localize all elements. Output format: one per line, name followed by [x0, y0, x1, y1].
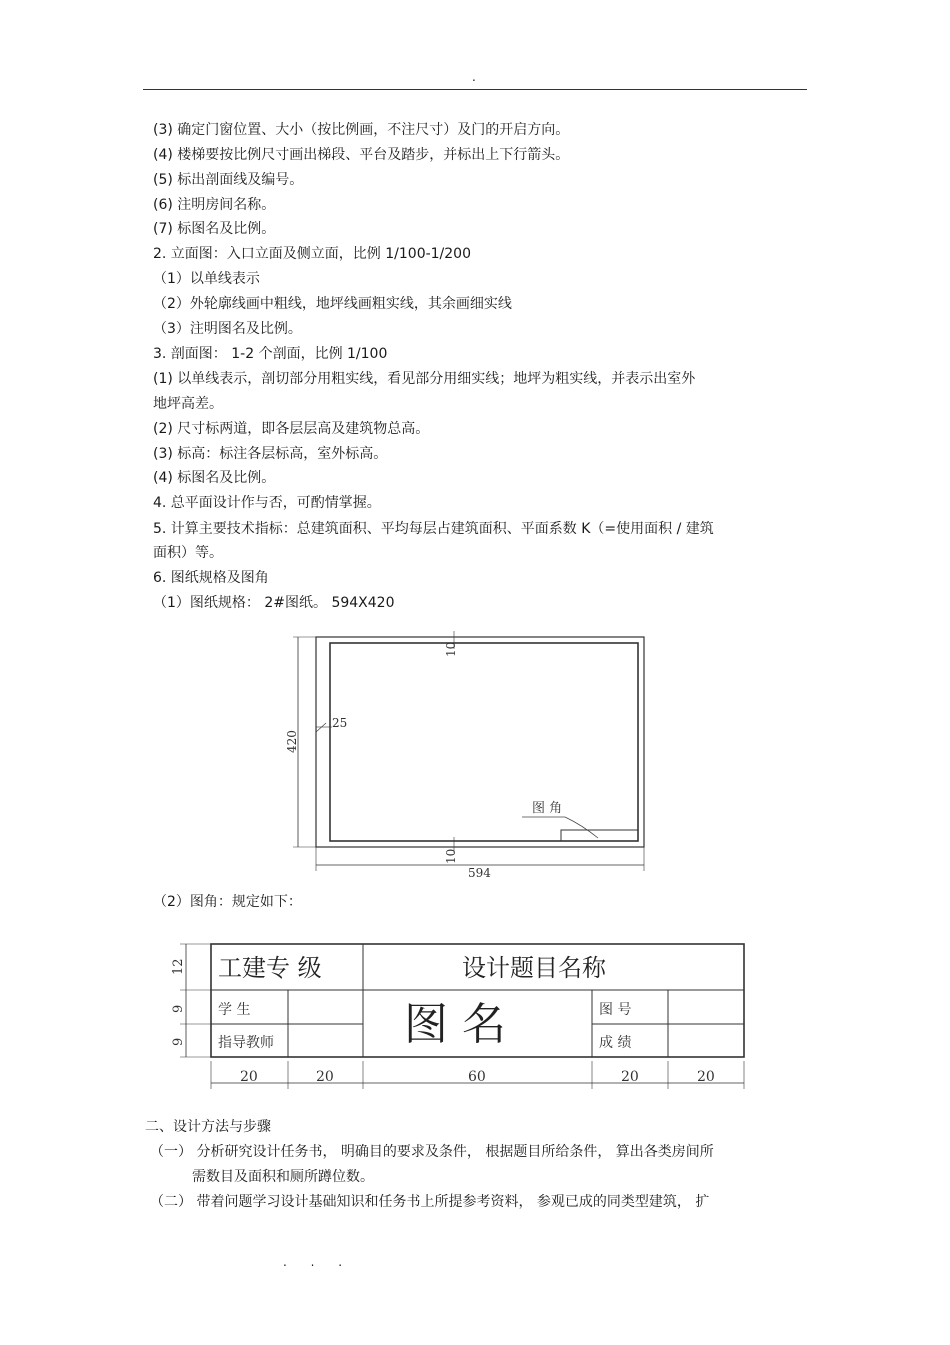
- section-heading: 二、设计方法与步骤: [145, 1119, 271, 1135]
- text-line: (4) 标图名及比例。: [153, 470, 276, 486]
- text-line: （二） 带着问题学习设计基础知识和任务书上所提参考资料， 参观已成的同类型建筑， 扩: [150, 1194, 710, 1210]
- tb-design-title: 设计题目名称: [462, 954, 606, 982]
- tb-drawing-no: 图 号: [599, 1002, 632, 1018]
- title-block-label: 图 角: [532, 801, 563, 816]
- text-line: （3）注明图名及比例。: [153, 321, 302, 337]
- dim-side: 25: [332, 716, 348, 730]
- dim-bottom: 10: [444, 848, 458, 864]
- text-line: 面积）等。: [153, 545, 223, 561]
- tb-student: 学 生: [218, 1002, 251, 1018]
- tb-major: 工建专 级: [218, 954, 322, 982]
- text-line: (3) 标高：标注各层标高，室外标高。: [153, 446, 388, 462]
- text-line: (1) 以单线表示，剖切部分用粗实线，看见部分用细实线；地坪为粗实线，并表示出室外: [153, 371, 696, 387]
- tb-advisor: 指导教师: [218, 1035, 274, 1051]
- title-block-figure: [152, 923, 760, 1105]
- text-line: (3) 确定门窗位置、大小（按比例画，不注尺寸）及门的开启方向。: [153, 122, 570, 138]
- text-line: （一） 分析研究设计任务书， 明确目的要求及条件， 根据题目所给条件， 算出各类房间所: [150, 1144, 714, 1160]
- dim-height: 420: [285, 730, 299, 753]
- tb-grade: 成 绩: [599, 1035, 632, 1051]
- footer-marks: . . .: [283, 1255, 353, 1269]
- tb-col-dim: 20: [621, 1069, 639, 1085]
- dim-top: 10: [444, 641, 458, 657]
- tb-row-dim: 9: [171, 1004, 186, 1013]
- text-line: (4) 楼梯要按比例尺寸画出梯段、平台及踏步，并标出上下行箭头。: [153, 147, 570, 163]
- tb-col-dim: 20: [316, 1069, 334, 1085]
- drawing-sheet-figure: [260, 615, 696, 889]
- text-line: (2) 尺寸标两道，即各层层高及建筑物总高。: [153, 421, 430, 437]
- tb-row-dim: 9: [171, 1037, 186, 1046]
- text-line: 需数目及面积和厕所蹲位数。: [192, 1169, 374, 1185]
- text-line: 2. 立面图：入口立面及侧立面，比例 1/100-1/200: [153, 246, 472, 262]
- text-line: （1）以单线表示: [153, 271, 260, 287]
- text-line: 地坪高差。: [153, 396, 223, 412]
- header-mark: .: [472, 70, 476, 84]
- text-line: 4. 总平面设计作与否，可酌情掌握。: [153, 495, 381, 511]
- tb-drawing-name: 图 名: [404, 999, 506, 1050]
- header-rule: [143, 89, 807, 90]
- text-line: (7) 标图名及比例。: [153, 221, 276, 237]
- dim-width: 594: [468, 866, 491, 880]
- text-line: 5. 计算主要技术指标：总建筑面积、平均每层占建筑面积、平面系数 K（=使用面积 / 建筑: [153, 521, 714, 537]
- text-line: （2）图角：规定如下：: [153, 894, 302, 910]
- text-line: (5) 标出剖面线及编号。: [153, 172, 304, 188]
- text-line: （2）外轮廓线画中粗线，地坪线画粗实线，其余画细实线: [153, 296, 512, 312]
- text-line: (6) 注明房间名称。: [153, 197, 276, 213]
- text-line: 3. 剖面图： 1-2 个剖面，比例 1/100: [153, 346, 388, 362]
- tb-col-dim: 20: [697, 1069, 715, 1085]
- text-line: 6. 图纸规格及图角: [153, 570, 269, 586]
- tb-col-dim: 60: [468, 1069, 486, 1085]
- tb-row-dim: 12: [171, 958, 186, 975]
- text-line: （1）图纸规格： 2#图纸。 594X420: [153, 595, 395, 611]
- tb-col-dim: 20: [240, 1069, 258, 1085]
